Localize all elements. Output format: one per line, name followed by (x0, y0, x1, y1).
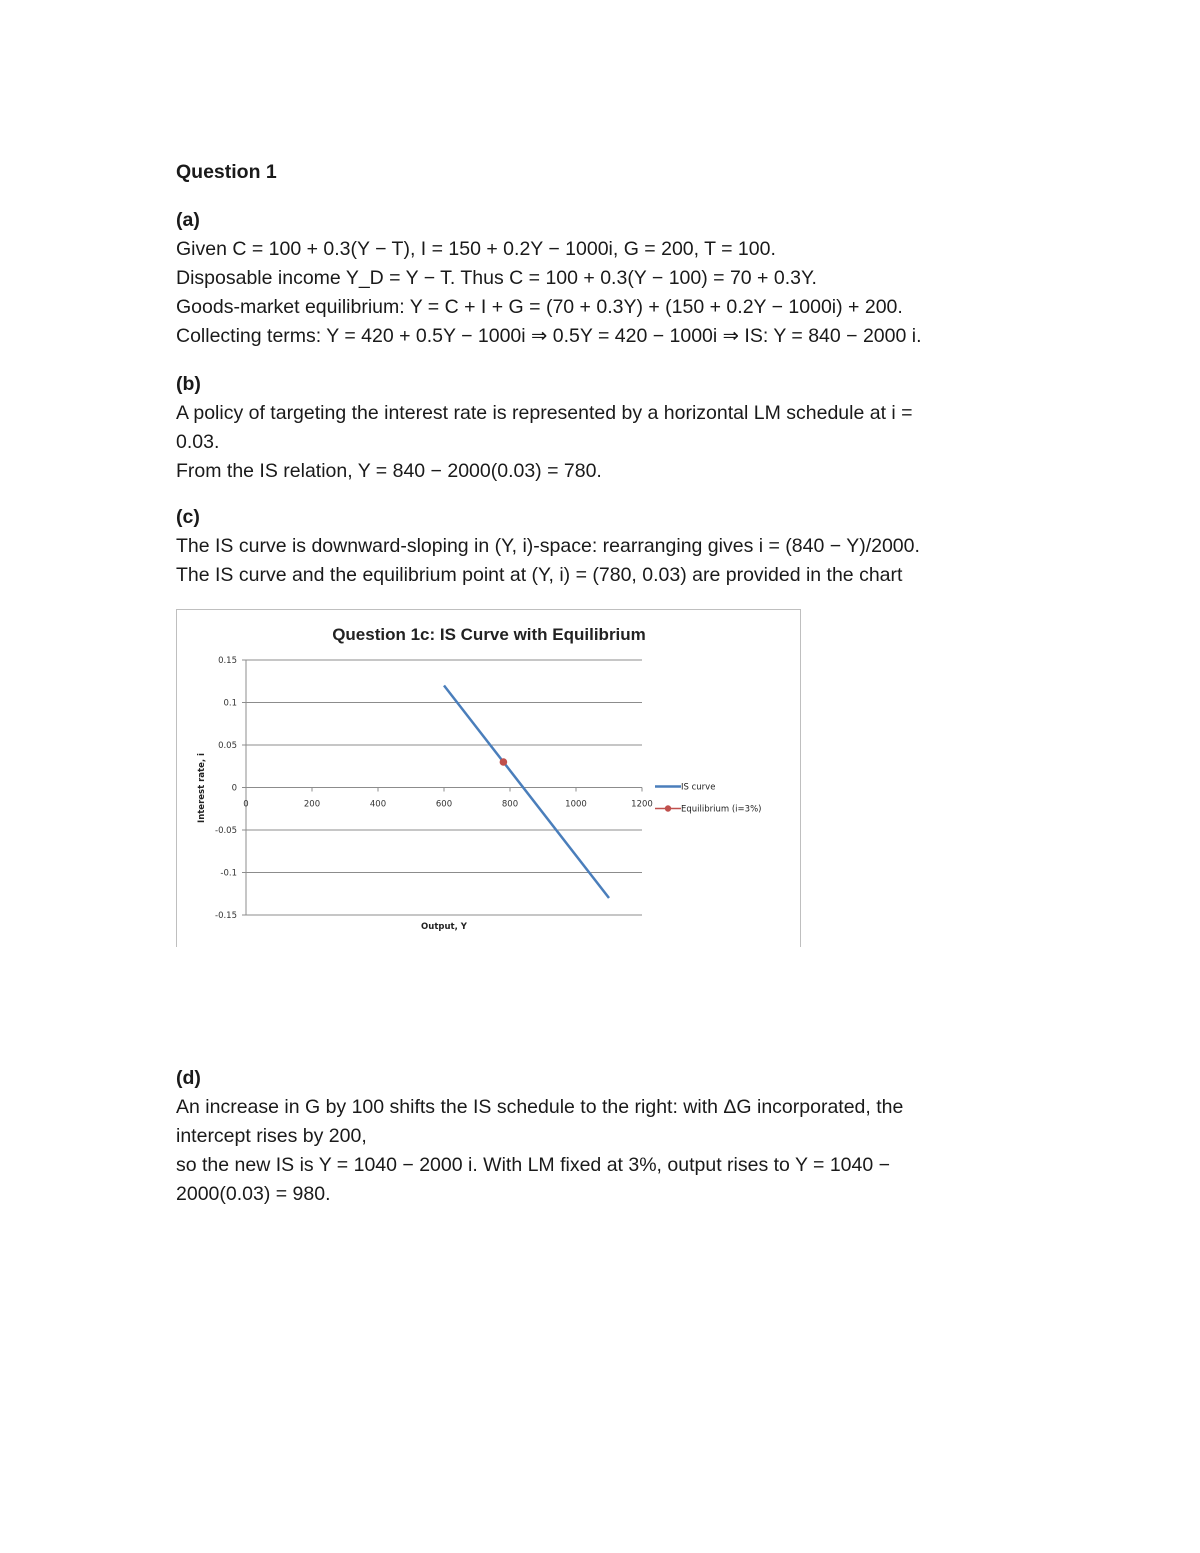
y-tick-label: 0.15 (218, 656, 237, 666)
y-axis-label: Interest rate, i (197, 753, 207, 823)
x-tick-label: 400 (369, 799, 387, 810)
part-a-label: (a) (176, 209, 200, 231)
question-section (176, 158, 1016, 187)
is-curve-line (444, 686, 609, 899)
part-d-line: so the new IS is Y = 1040 − 2000 i. With LM fixed at 3%, output rises to Y = 1040 − (176, 1154, 891, 1176)
part-b-line: From the IS relation, Y = 840 − 2000(0.03) = 780. (176, 460, 602, 482)
part-c-label: (c) (176, 506, 200, 528)
part-d-line: An increase in G by 100 shifts the IS schedule to the right: with ΔG incorporated, the (176, 1096, 904, 1118)
part-a-line: Goods-market equilibrium: Y = C + I + G = (70 + 0.3Y) + (150 + 0.2Y − 1000i) + 200. (176, 296, 903, 318)
x-tick-label: 600 (435, 799, 453, 810)
legend-label-equilibrium: Equilibrium (i=3%) (681, 804, 762, 815)
part-a-line: Disposable income Y_D = Y − T. Thus C = 100 + 0.3(Y − 100) = 70 + 0.3Y. (176, 267, 817, 289)
x-tick-label: 200 (303, 799, 321, 810)
x-tick-label: 1200 (631, 799, 653, 810)
y-tick-label: -0.15 (215, 911, 237, 921)
chart-canvas (177, 610, 800, 947)
chart-series (444, 686, 609, 899)
x-tick-label: 1000 (565, 799, 587, 810)
question-title: Question 1 (176, 161, 277, 183)
chart-title: Question 1c: IS Curve with Equilibrium (332, 625, 646, 644)
equilibrium-point (500, 758, 508, 766)
y-tick-label: 0.05 (218, 741, 237, 751)
part-b-line: A policy of targeting the interest rate is represented by a horizontal LM schedule at i = (176, 402, 913, 424)
part-a-line: Collecting terms: Y = 420 + 0.5Y − 1000i ⇒ 0.5Y = 420 − 1000i ⇒ IS: Y = 840 − 2000 i. (176, 325, 922, 347)
part-a-section (176, 206, 1016, 351)
part-b-section (176, 370, 1016, 486)
chart-axes (215, 656, 653, 921)
part-b-label: (b) (176, 373, 201, 395)
part-c-line: The IS curve and the equilibrium point at (Y, i) = (780, 0.03) are provided in the chart (176, 564, 903, 586)
y-tick-label: 0 (231, 783, 237, 794)
y-tick-label: -0.1 (220, 868, 237, 879)
part-d-line: 2000(0.03) = 980. (176, 1183, 331, 1205)
part-d-label: (d) (176, 1067, 201, 1089)
legend-label-is-curve: IS curve (681, 782, 716, 793)
is-curve-chart (176, 609, 801, 947)
y-tick-label: 0.1 (223, 698, 237, 709)
x-axis-label: Output, Y (421, 922, 467, 932)
part-a-line: Given C = 100 + 0.3(Y − T), I = 150 + 0.2Y − 1000i, G = 200, T = 100. (176, 238, 776, 260)
part-d-section (176, 1064, 1016, 1209)
chart-legend (655, 783, 761, 815)
x-tick-label: 800 (501, 799, 519, 810)
part-d-line: intercept rises by 200, (176, 1125, 367, 1147)
part-c-line: The IS curve is downward-sloping in (Y, i)-space: rearranging gives i = (840 − Y)/2000. (176, 535, 920, 557)
x-tick-label: 0 (243, 799, 249, 810)
part-c-section (176, 503, 1016, 590)
legend-marker-equilibrium (665, 805, 671, 811)
part-b-line: 0.03. (176, 431, 220, 453)
y-tick-label: -0.05 (215, 826, 237, 836)
